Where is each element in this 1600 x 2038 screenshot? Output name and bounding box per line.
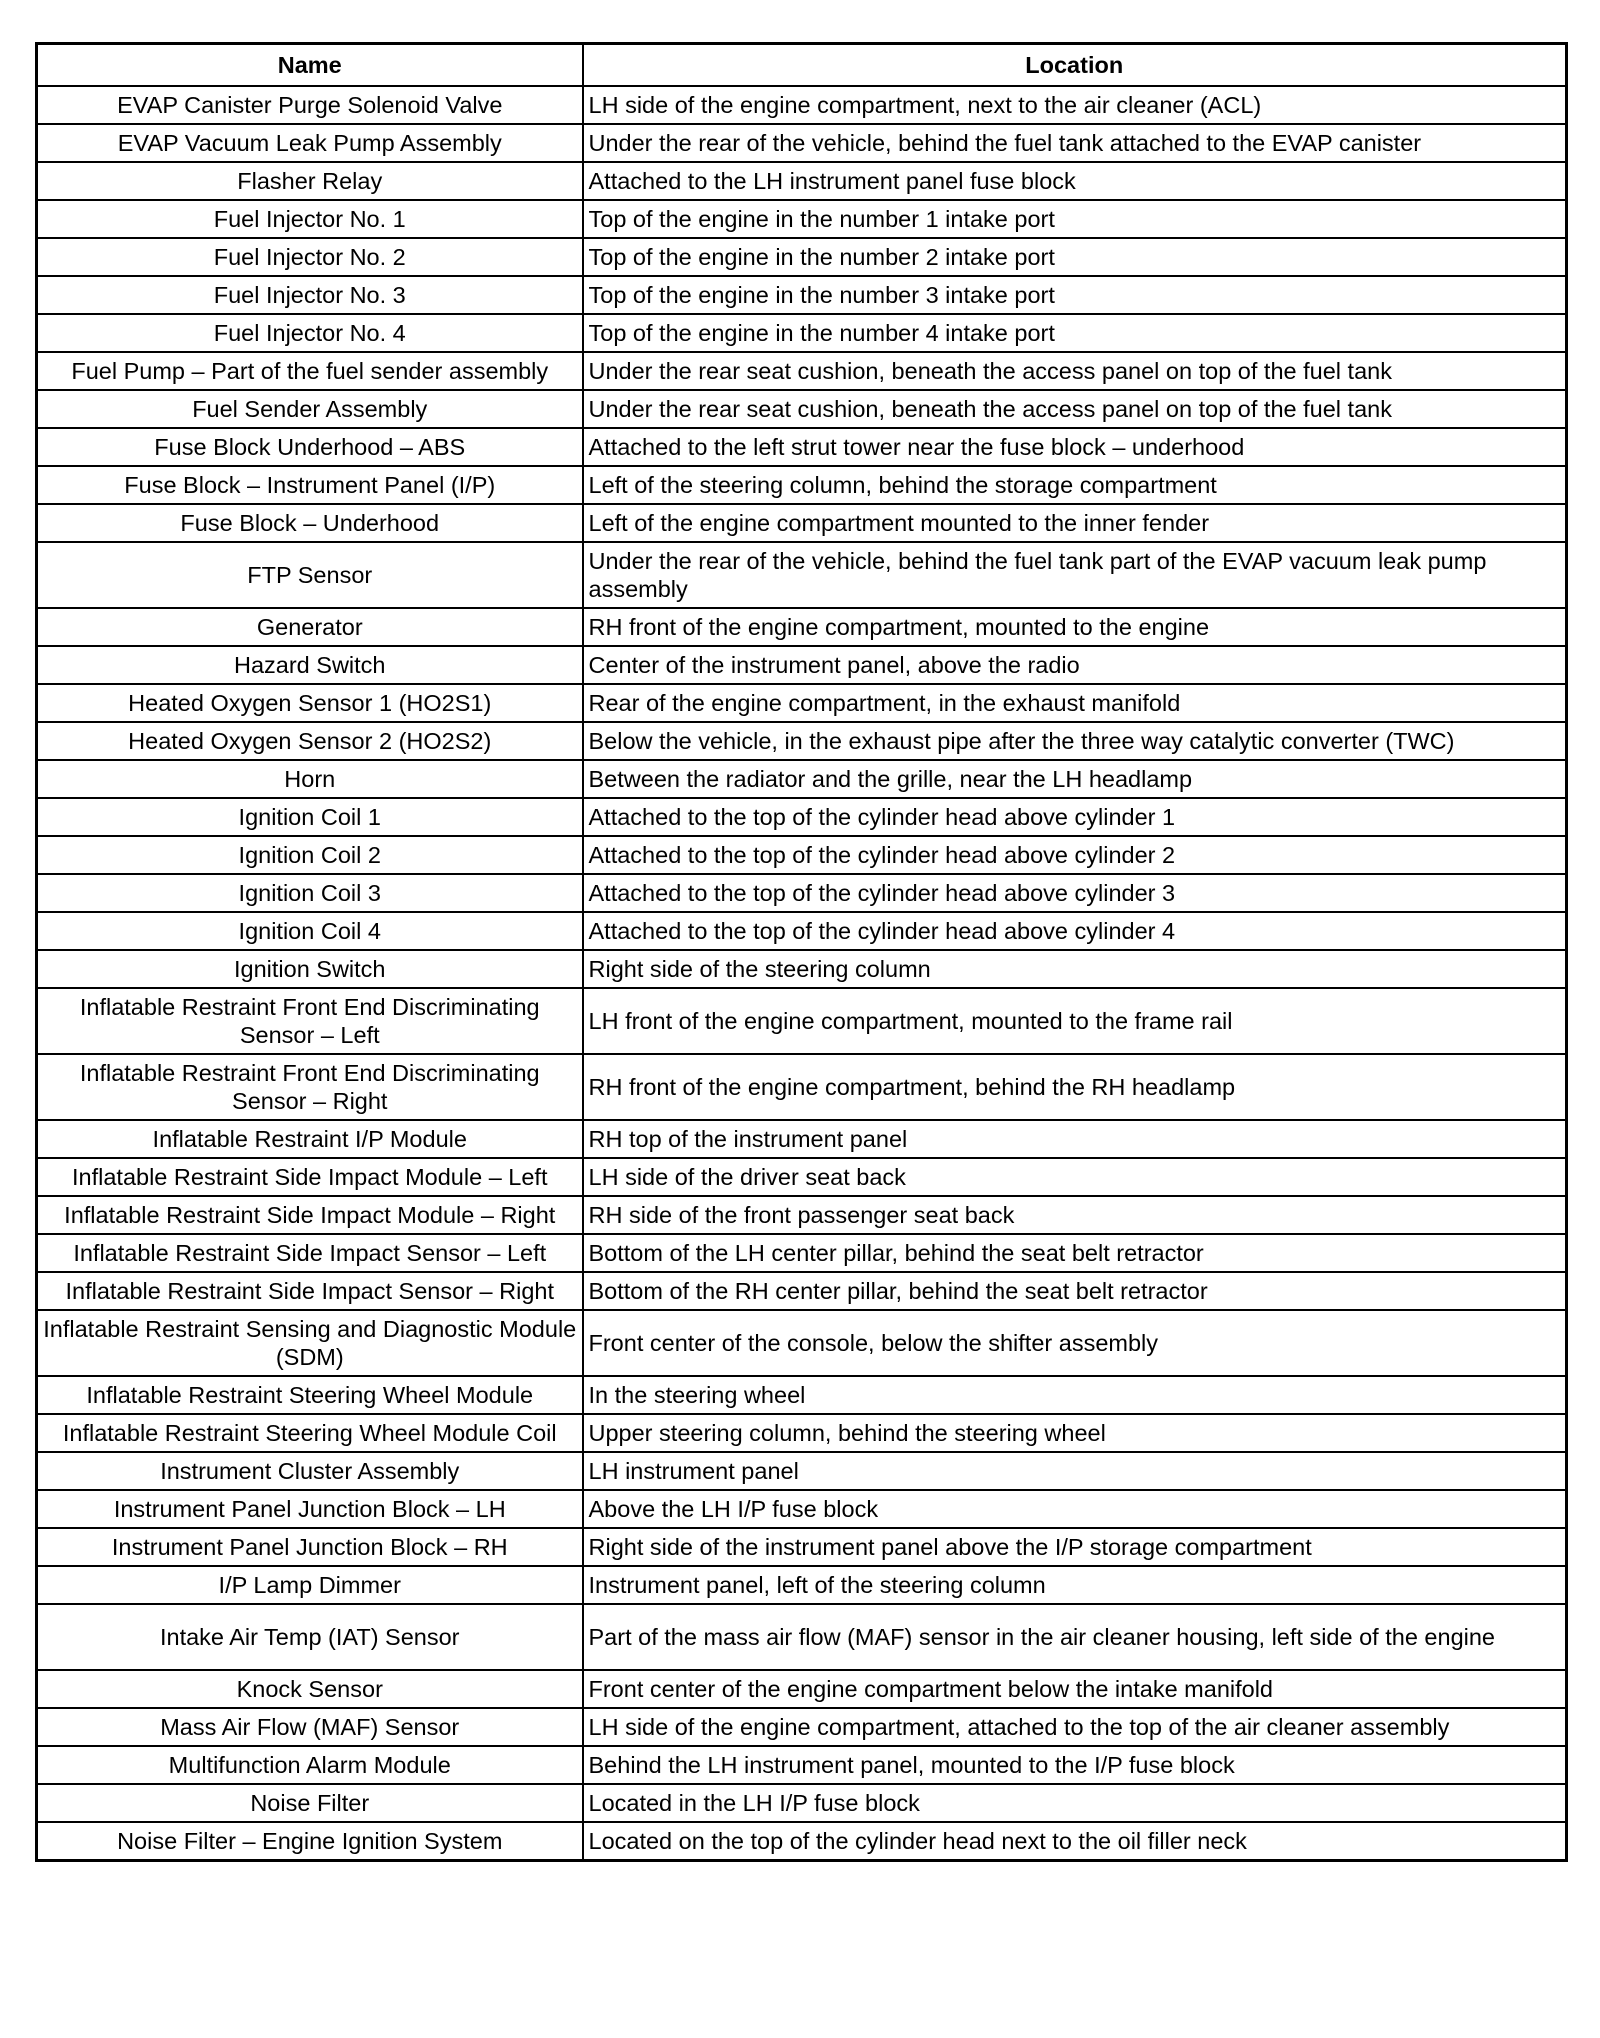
component-location-cell: Under the rear of the vehicle, behind the fuel tank attached to the EVAP canister xyxy=(583,124,1567,162)
component-location-cell: Front center of the console, below the shifter assembly xyxy=(583,1310,1567,1376)
component-name-cell: Ignition Coil 2 xyxy=(37,836,583,874)
component-location-cell: Under the rear seat cushion, beneath the access panel on top of the fuel tank xyxy=(583,390,1567,428)
component-location-cell: LH side of the engine compartment, attached to the top of the air cleaner assembly xyxy=(583,1708,1567,1746)
component-name-cell: Instrument Panel Junction Block – LH xyxy=(37,1490,583,1528)
component-name-cell: FTP Sensor xyxy=(37,542,583,608)
table-row xyxy=(37,390,1567,428)
table-row xyxy=(37,1528,1567,1566)
component-location-cell: Top of the engine in the number 1 intake port xyxy=(583,200,1567,238)
table-row xyxy=(37,162,1567,200)
component-name-cell: Noise Filter xyxy=(37,1784,583,1822)
component-name-cell: Inflatable Restraint Steering Wheel Module Coil xyxy=(37,1414,583,1452)
component-name-cell: Ignition Coil 1 xyxy=(37,798,583,836)
component-location-cell: Attached to the top of the cylinder head above cylinder 3 xyxy=(583,874,1567,912)
column-header-location: Location xyxy=(583,44,1567,87)
table-row xyxy=(37,1120,1567,1158)
component-location-cell: Center of the instrument panel, above the radio xyxy=(583,646,1567,684)
component-location-cell: Located on the top of the cylinder head next to the oil filler neck xyxy=(583,1822,1567,1861)
component-name-cell: Inflatable Restraint Front End Discriminating Sensor – Right xyxy=(37,1054,583,1120)
table-row xyxy=(37,1784,1567,1822)
table-row xyxy=(37,352,1567,390)
component-name-cell: Fuse Block – Instrument Panel (I/P) xyxy=(37,466,583,504)
component-location-cell: Top of the engine in the number 3 intake port xyxy=(583,276,1567,314)
table-row xyxy=(37,1272,1567,1310)
table-header-row xyxy=(37,44,1567,87)
component-name-cell: Ignition Switch xyxy=(37,950,583,988)
component-name-cell: Fuel Injector No. 3 xyxy=(37,276,583,314)
component-location-cell: Attached to the left strut tower near the fuse block – underhood xyxy=(583,428,1567,466)
component-location-cell: Under the rear seat cushion, beneath the access panel on top of the fuel tank xyxy=(583,352,1567,390)
component-name-cell: Multifunction Alarm Module xyxy=(37,1746,583,1784)
component-name-cell: Flasher Relay xyxy=(37,162,583,200)
component-name-cell: Inflatable Restraint Side Impact Sensor – Right xyxy=(37,1272,583,1310)
component-location-cell: Attached to the top of the cylinder head above cylinder 4 xyxy=(583,912,1567,950)
table-row xyxy=(37,1708,1567,1746)
component-location-cell: Top of the engine in the number 4 intake port xyxy=(583,314,1567,352)
table-row xyxy=(37,760,1567,798)
component-location-cell: Attached to the top of the cylinder head above cylinder 1 xyxy=(583,798,1567,836)
component-name-cell: Fuel Injector No. 1 xyxy=(37,200,583,238)
component-name-cell: I/P Lamp Dimmer xyxy=(37,1566,583,1604)
table-row xyxy=(37,1414,1567,1452)
table-row xyxy=(37,200,1567,238)
component-name-cell: Inflatable Restraint Side Impact Module – Left xyxy=(37,1158,583,1196)
component-name-cell: Hazard Switch xyxy=(37,646,583,684)
component-name-cell: Knock Sensor xyxy=(37,1670,583,1708)
table-row xyxy=(37,1604,1567,1670)
component-name-cell: Fuel Sender Assembly xyxy=(37,390,583,428)
table-row xyxy=(37,1746,1567,1784)
component-name-cell: Intake Air Temp (IAT) Sensor xyxy=(37,1604,583,1670)
component-location-cell: Located in the LH I/P fuse block xyxy=(583,1784,1567,1822)
table-row xyxy=(37,1054,1567,1120)
component-name-cell: Inflatable Restraint Steering Wheel Module xyxy=(37,1376,583,1414)
table-row xyxy=(37,124,1567,162)
table-row xyxy=(37,276,1567,314)
component-location-cell: LH side of the driver seat back xyxy=(583,1158,1567,1196)
component-name-cell: Heated Oxygen Sensor 2 (HO2S2) xyxy=(37,722,583,760)
component-location-cell: Below the vehicle, in the exhaust pipe after the three way catalytic converter (TWC) xyxy=(583,722,1567,760)
component-name-cell: Mass Air Flow (MAF) Sensor xyxy=(37,1708,583,1746)
component-location-cell: LH instrument panel xyxy=(583,1452,1567,1490)
table-row xyxy=(37,1310,1567,1376)
component-name-cell: Instrument Panel Junction Block – RH xyxy=(37,1528,583,1566)
table-row xyxy=(37,798,1567,836)
component-name-cell: Generator xyxy=(37,608,583,646)
component-location-cell: Left of the engine compartment mounted to the inner fender xyxy=(583,504,1567,542)
table-row xyxy=(37,504,1567,542)
component-location-cell: LH front of the engine compartment, mounted to the frame rail xyxy=(583,988,1567,1054)
component-location-cell: Part of the mass air flow (MAF) sensor in the air cleaner housing, left side of the engine xyxy=(583,1604,1567,1670)
component-location-cell: Behind the LH instrument panel, mounted to the I/P fuse block xyxy=(583,1746,1567,1784)
table-row xyxy=(37,646,1567,684)
component-name-cell: Inflatable Restraint Front End Discriminating Sensor – Left xyxy=(37,988,583,1054)
table-row xyxy=(37,684,1567,722)
table-row xyxy=(37,542,1567,608)
component-location-cell: Upper steering column, behind the steering wheel xyxy=(583,1414,1567,1452)
component-location-cell: Right side of the instrument panel above the I/P storage compartment xyxy=(583,1528,1567,1566)
component-location-cell: Bottom of the RH center pillar, behind the seat belt retractor xyxy=(583,1272,1567,1310)
component-location-table xyxy=(35,42,1568,1862)
component-name-cell: Fuse Block Underhood – ABS xyxy=(37,428,583,466)
table-row xyxy=(37,836,1567,874)
table-row xyxy=(37,912,1567,950)
component-location-cell: RH side of the front passenger seat back xyxy=(583,1196,1567,1234)
component-location-cell: Attached to the LH instrument panel fuse block xyxy=(583,162,1567,200)
component-name-cell: Ignition Coil 3 xyxy=(37,874,583,912)
component-location-cell: Under the rear of the vehicle, behind the fuel tank part of the EVAP vacuum leak pump assembly xyxy=(583,542,1567,608)
table-row xyxy=(37,238,1567,276)
component-name-cell: Inflatable Restraint Side Impact Sensor – Left xyxy=(37,1234,583,1272)
component-name-cell: Inflatable Restraint I/P Module xyxy=(37,1120,583,1158)
component-location-cell: In the steering wheel xyxy=(583,1376,1567,1414)
table-row xyxy=(37,1490,1567,1528)
table-row xyxy=(37,988,1567,1054)
table-row xyxy=(37,722,1567,760)
table-row xyxy=(37,950,1567,988)
component-name-cell: Fuse Block – Underhood xyxy=(37,504,583,542)
table-row xyxy=(37,1452,1567,1490)
table-row xyxy=(37,86,1567,124)
component-location-cell: Between the radiator and the grille, near the LH headlamp xyxy=(583,760,1567,798)
component-location-cell: LH side of the engine compartment, next to the air cleaner (ACL) xyxy=(583,86,1567,124)
component-location-cell: RH top of the instrument panel xyxy=(583,1120,1567,1158)
component-location-cell: Right side of the steering column xyxy=(583,950,1567,988)
table-row xyxy=(37,874,1567,912)
component-name-cell: EVAP Vacuum Leak Pump Assembly xyxy=(37,124,583,162)
table-row xyxy=(37,608,1567,646)
component-name-cell: Inflatable Restraint Side Impact Module – Right xyxy=(37,1196,583,1234)
component-name-cell: Horn xyxy=(37,760,583,798)
component-location-cell: Attached to the top of the cylinder head above cylinder 2 xyxy=(583,836,1567,874)
component-location-cell: Above the LH I/P fuse block xyxy=(583,1490,1567,1528)
component-location-cell: Instrument panel, left of the steering column xyxy=(583,1566,1567,1604)
component-name-cell: Ignition Coil 4 xyxy=(37,912,583,950)
table-body xyxy=(37,86,1567,1861)
component-location-cell: RH front of the engine compartment, mounted to the engine xyxy=(583,608,1567,646)
column-header-name: Name xyxy=(37,44,583,87)
component-name-cell: Fuel Injector No. 2 xyxy=(37,238,583,276)
component-location-cell: Bottom of the LH center pillar, behind the seat belt retractor xyxy=(583,1234,1567,1272)
table-row xyxy=(37,1158,1567,1196)
table-row xyxy=(37,428,1567,466)
component-name-cell: Noise Filter – Engine Ignition System xyxy=(37,1822,583,1861)
table-row xyxy=(37,1196,1567,1234)
component-location-cell: Top of the engine in the number 2 intake port xyxy=(583,238,1567,276)
table-row xyxy=(37,314,1567,352)
table-row xyxy=(37,466,1567,504)
component-location-cell: Left of the steering column, behind the storage compartment xyxy=(583,466,1567,504)
component-name-cell: Inflatable Restraint Sensing and Diagnostic Module (SDM) xyxy=(37,1310,583,1376)
component-location-cell: RH front of the engine compartment, behind the RH headlamp xyxy=(583,1054,1567,1120)
component-name-cell: Heated Oxygen Sensor 1 (HO2S1) xyxy=(37,684,583,722)
component-name-cell: Fuel Injector No. 4 xyxy=(37,314,583,352)
component-location-cell: Front center of the engine compartment below the intake manifold xyxy=(583,1670,1567,1708)
component-name-cell: EVAP Canister Purge Solenoid Valve xyxy=(37,86,583,124)
table-row xyxy=(37,1234,1567,1272)
table-row xyxy=(37,1670,1567,1708)
table-row xyxy=(37,1566,1567,1604)
table-row xyxy=(37,1376,1567,1414)
component-name-cell: Instrument Cluster Assembly xyxy=(37,1452,583,1490)
table-row xyxy=(37,1822,1567,1861)
component-location-cell: Rear of the engine compartment, in the exhaust manifold xyxy=(583,684,1567,722)
component-name-cell: Fuel Pump – Part of the fuel sender assembly xyxy=(37,352,583,390)
